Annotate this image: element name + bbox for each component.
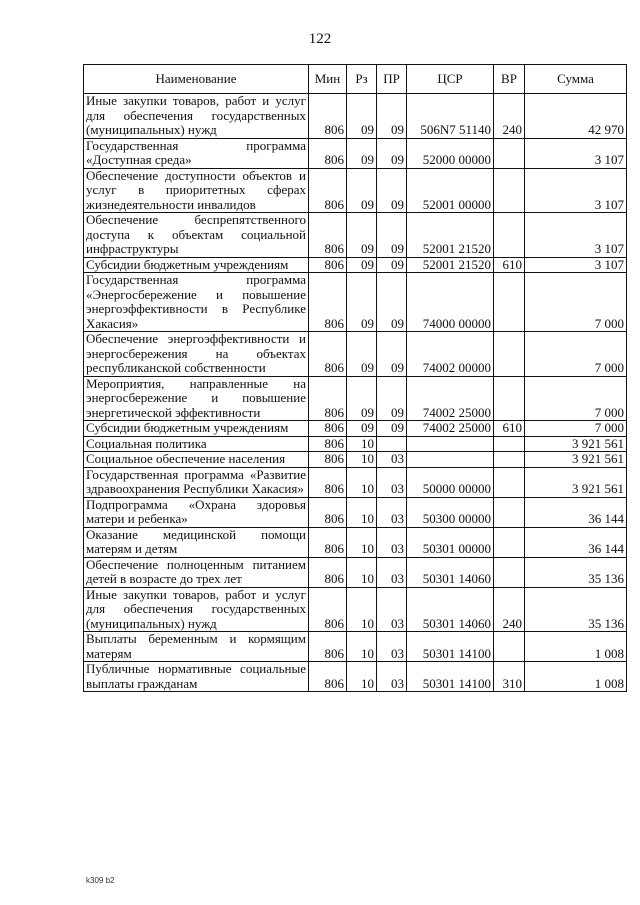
row-min-cell: 806 xyxy=(309,273,347,332)
row-sum-cell: 1 008 xyxy=(525,662,627,692)
row-name-cell: Субсидии бюджетным учреждениям xyxy=(84,257,309,273)
row-name-cell: Обеспечение беспрепятственного доступа к объектам социальной инфраструктуры xyxy=(84,213,309,258)
header-rz: Рз xyxy=(347,65,377,94)
row-sum-cell: 3 107 xyxy=(525,213,627,258)
row-vr-cell xyxy=(494,467,525,497)
row-vr-cell xyxy=(494,557,525,587)
row-name-cell: Государственная программа «Развитие здравоохранения Республики Хакасия» xyxy=(84,467,309,497)
row-rz-cell: 09 xyxy=(347,138,377,168)
row-vr-cell xyxy=(494,273,525,332)
row-name-cell: Обеспечение полноценным питанием детей в возрасте до трех лет xyxy=(84,557,309,587)
row-rz-cell: 10 xyxy=(347,587,377,632)
row-sum-cell: 36 144 xyxy=(525,497,627,527)
row-sum-cell: 42 970 xyxy=(525,94,627,139)
row-pr-cell: 03 xyxy=(377,662,407,692)
row-vr-cell xyxy=(494,497,525,527)
row-name-cell: Государственная программа «Энергосбережение и повышение энергоэффективности в Республике Хакасия» xyxy=(84,273,309,332)
row-name-cell: Социальное обеспечение населения xyxy=(84,452,309,468)
header-name: Наименование xyxy=(84,65,309,94)
header-csr: ЦСР xyxy=(407,65,494,94)
row-rz-cell: 10 xyxy=(347,452,377,468)
header-min: Мин xyxy=(309,65,347,94)
row-pr-cell: 03 xyxy=(377,452,407,468)
row-csr-cell: 50301 14060 xyxy=(407,557,494,587)
row-min-cell: 806 xyxy=(309,527,347,557)
row-rz-cell: 09 xyxy=(347,257,377,273)
row-sum-cell: 3 107 xyxy=(525,168,627,213)
row-csr-cell: 74002 00000 xyxy=(407,332,494,377)
row-csr-cell xyxy=(407,452,494,468)
row-sum-cell: 3 107 xyxy=(525,138,627,168)
row-pr-cell: 03 xyxy=(377,557,407,587)
row-sum-cell: 7 000 xyxy=(525,273,627,332)
row-min-cell: 806 xyxy=(309,332,347,377)
row-pr-cell xyxy=(377,436,407,452)
row-pr-cell: 09 xyxy=(377,257,407,273)
table-body xyxy=(84,94,627,692)
row-min-cell: 806 xyxy=(309,376,347,421)
table-row xyxy=(84,273,627,332)
row-pr-cell: 09 xyxy=(377,332,407,377)
row-csr-cell: 74002 25000 xyxy=(407,421,494,437)
table-row xyxy=(84,168,627,213)
row-rz-cell: 09 xyxy=(347,421,377,437)
row-pr-cell: 03 xyxy=(377,497,407,527)
table-row xyxy=(84,632,627,662)
row-min-cell: 806 xyxy=(309,168,347,213)
row-sum-cell: 3 921 561 xyxy=(525,467,627,497)
row-csr-cell: 74002 25000 xyxy=(407,376,494,421)
row-rz-cell: 09 xyxy=(347,168,377,213)
header-sum: Сумма xyxy=(525,65,627,94)
table-row xyxy=(84,138,627,168)
row-name-cell: Публичные нормативные социальные выплаты гражданам xyxy=(84,662,309,692)
row-min-cell: 806 xyxy=(309,421,347,437)
row-name-cell: Выплаты беременным и кормящим матерям xyxy=(84,632,309,662)
row-csr-cell: 506N7 51140 xyxy=(407,94,494,139)
header-vr: ВР xyxy=(494,65,525,94)
table-row xyxy=(84,213,627,258)
row-name-cell: Государственная программа «Доступная среда» xyxy=(84,138,309,168)
row-sum-cell: 36 144 xyxy=(525,527,627,557)
row-name-cell: Субсидии бюджетным учреждениям xyxy=(84,421,309,437)
row-csr-cell: 50301 14100 xyxy=(407,632,494,662)
row-vr-cell: 240 xyxy=(494,94,525,139)
row-rz-cell: 09 xyxy=(347,273,377,332)
row-vr-cell xyxy=(494,527,525,557)
table-row xyxy=(84,467,627,497)
row-vr-cell xyxy=(494,452,525,468)
row-pr-cell: 09 xyxy=(377,94,407,139)
row-name-cell: Подпрограмма «Охрана здоровья матери и ребенка» xyxy=(84,497,309,527)
row-sum-cell: 3 921 561 xyxy=(525,452,627,468)
table-row xyxy=(84,557,627,587)
row-sum-cell: 7 000 xyxy=(525,376,627,421)
row-rz-cell: 10 xyxy=(347,497,377,527)
row-name-cell: Социальная политика xyxy=(84,436,309,452)
row-pr-cell: 09 xyxy=(377,138,407,168)
budget-table xyxy=(83,64,627,692)
row-csr-cell: 50301 14060 xyxy=(407,587,494,632)
table-row xyxy=(84,376,627,421)
row-pr-cell: 09 xyxy=(377,273,407,332)
row-rz-cell: 09 xyxy=(347,213,377,258)
row-csr-cell: 52001 21520 xyxy=(407,213,494,258)
table-header-row xyxy=(84,65,627,94)
row-csr-cell xyxy=(407,436,494,452)
row-rz-cell: 10 xyxy=(347,467,377,497)
row-min-cell: 806 xyxy=(309,257,347,273)
row-vr-cell xyxy=(494,436,525,452)
row-vr-cell: 610 xyxy=(494,421,525,437)
row-sum-cell: 7 000 xyxy=(525,421,627,437)
row-csr-cell: 52001 00000 xyxy=(407,168,494,213)
table-row xyxy=(84,257,627,273)
header-pr: ПР xyxy=(377,65,407,94)
row-csr-cell: 50301 14100 xyxy=(407,662,494,692)
row-min-cell: 806 xyxy=(309,497,347,527)
table-row xyxy=(84,452,627,468)
table-row xyxy=(84,587,627,632)
row-name-cell: Иные закупки товаров, работ и услуг для обеспечения государственных (муниципальных) нужд xyxy=(84,587,309,632)
row-min-cell: 806 xyxy=(309,467,347,497)
row-csr-cell: 50000 00000 xyxy=(407,467,494,497)
row-pr-cell: 03 xyxy=(377,587,407,632)
row-name-cell: Иные закупки товаров, работ и услуг для обеспечения государственных (муниципальных) нужд xyxy=(84,94,309,139)
row-rz-cell: 10 xyxy=(347,557,377,587)
row-rz-cell: 09 xyxy=(347,94,377,139)
row-vr-cell xyxy=(494,332,525,377)
row-min-cell: 806 xyxy=(309,452,347,468)
row-pr-cell: 09 xyxy=(377,376,407,421)
row-vr-cell xyxy=(494,213,525,258)
row-vr-cell: 610 xyxy=(494,257,525,273)
row-csr-cell: 74000 00000 xyxy=(407,273,494,332)
table-row xyxy=(84,662,627,692)
row-sum-cell: 35 136 xyxy=(525,587,627,632)
row-min-cell: 806 xyxy=(309,557,347,587)
row-min-cell: 806 xyxy=(309,436,347,452)
row-sum-cell: 7 000 xyxy=(525,332,627,377)
row-name-cell: Оказание медицинской помощи матерям и детям xyxy=(84,527,309,557)
row-rz-cell: 09 xyxy=(347,376,377,421)
row-csr-cell: 52001 21520 xyxy=(407,257,494,273)
row-csr-cell: 50300 00000 xyxy=(407,497,494,527)
row-sum-cell: 3 921 561 xyxy=(525,436,627,452)
row-rz-cell: 09 xyxy=(347,332,377,377)
row-pr-cell: 09 xyxy=(377,168,407,213)
table-row xyxy=(84,497,627,527)
table-row xyxy=(84,94,627,139)
row-csr-cell: 52000 00000 xyxy=(407,138,494,168)
row-min-cell: 806 xyxy=(309,662,347,692)
row-vr-cell: 240 xyxy=(494,587,525,632)
row-sum-cell: 1 008 xyxy=(525,632,627,662)
table-row xyxy=(84,436,627,452)
row-vr-cell xyxy=(494,138,525,168)
row-min-cell: 806 xyxy=(309,587,347,632)
row-pr-cell: 03 xyxy=(377,632,407,662)
row-vr-cell xyxy=(494,632,525,662)
row-csr-cell: 50301 00000 xyxy=(407,527,494,557)
row-name-cell: Обеспечение энергоэффективности и энергосбережения на объектах республиканской собственности xyxy=(84,332,309,377)
row-sum-cell: 3 107 xyxy=(525,257,627,273)
row-pr-cell: 09 xyxy=(377,213,407,258)
row-vr-cell: 310 xyxy=(494,662,525,692)
row-rz-cell: 10 xyxy=(347,632,377,662)
row-min-cell: 806 xyxy=(309,632,347,662)
row-pr-cell: 03 xyxy=(377,527,407,557)
row-rz-cell: 10 xyxy=(347,527,377,557)
table-row xyxy=(84,421,627,437)
table-row xyxy=(84,332,627,377)
table-row xyxy=(84,527,627,557)
row-name-cell: Мероприятия, направленные на энергосбережение и повышение энергетической эффективности xyxy=(84,376,309,421)
row-vr-cell xyxy=(494,168,525,213)
row-sum-cell: 35 136 xyxy=(525,557,627,587)
row-vr-cell xyxy=(494,376,525,421)
row-rz-cell: 10 xyxy=(347,662,377,692)
page-number: 122 xyxy=(308,31,332,47)
row-name-cell: Обеспечение доступности объектов и услуг в приоритетных сферах жизнедеятельности инвалидов xyxy=(84,168,309,213)
row-pr-cell: 03 xyxy=(377,467,407,497)
row-pr-cell: 09 xyxy=(377,421,407,437)
row-min-cell: 806 xyxy=(309,213,347,258)
footer-code: k309 b2 xyxy=(86,876,115,885)
row-rz-cell: 10 xyxy=(347,436,377,452)
row-min-cell: 806 xyxy=(309,94,347,139)
row-min-cell: 806 xyxy=(309,138,347,168)
